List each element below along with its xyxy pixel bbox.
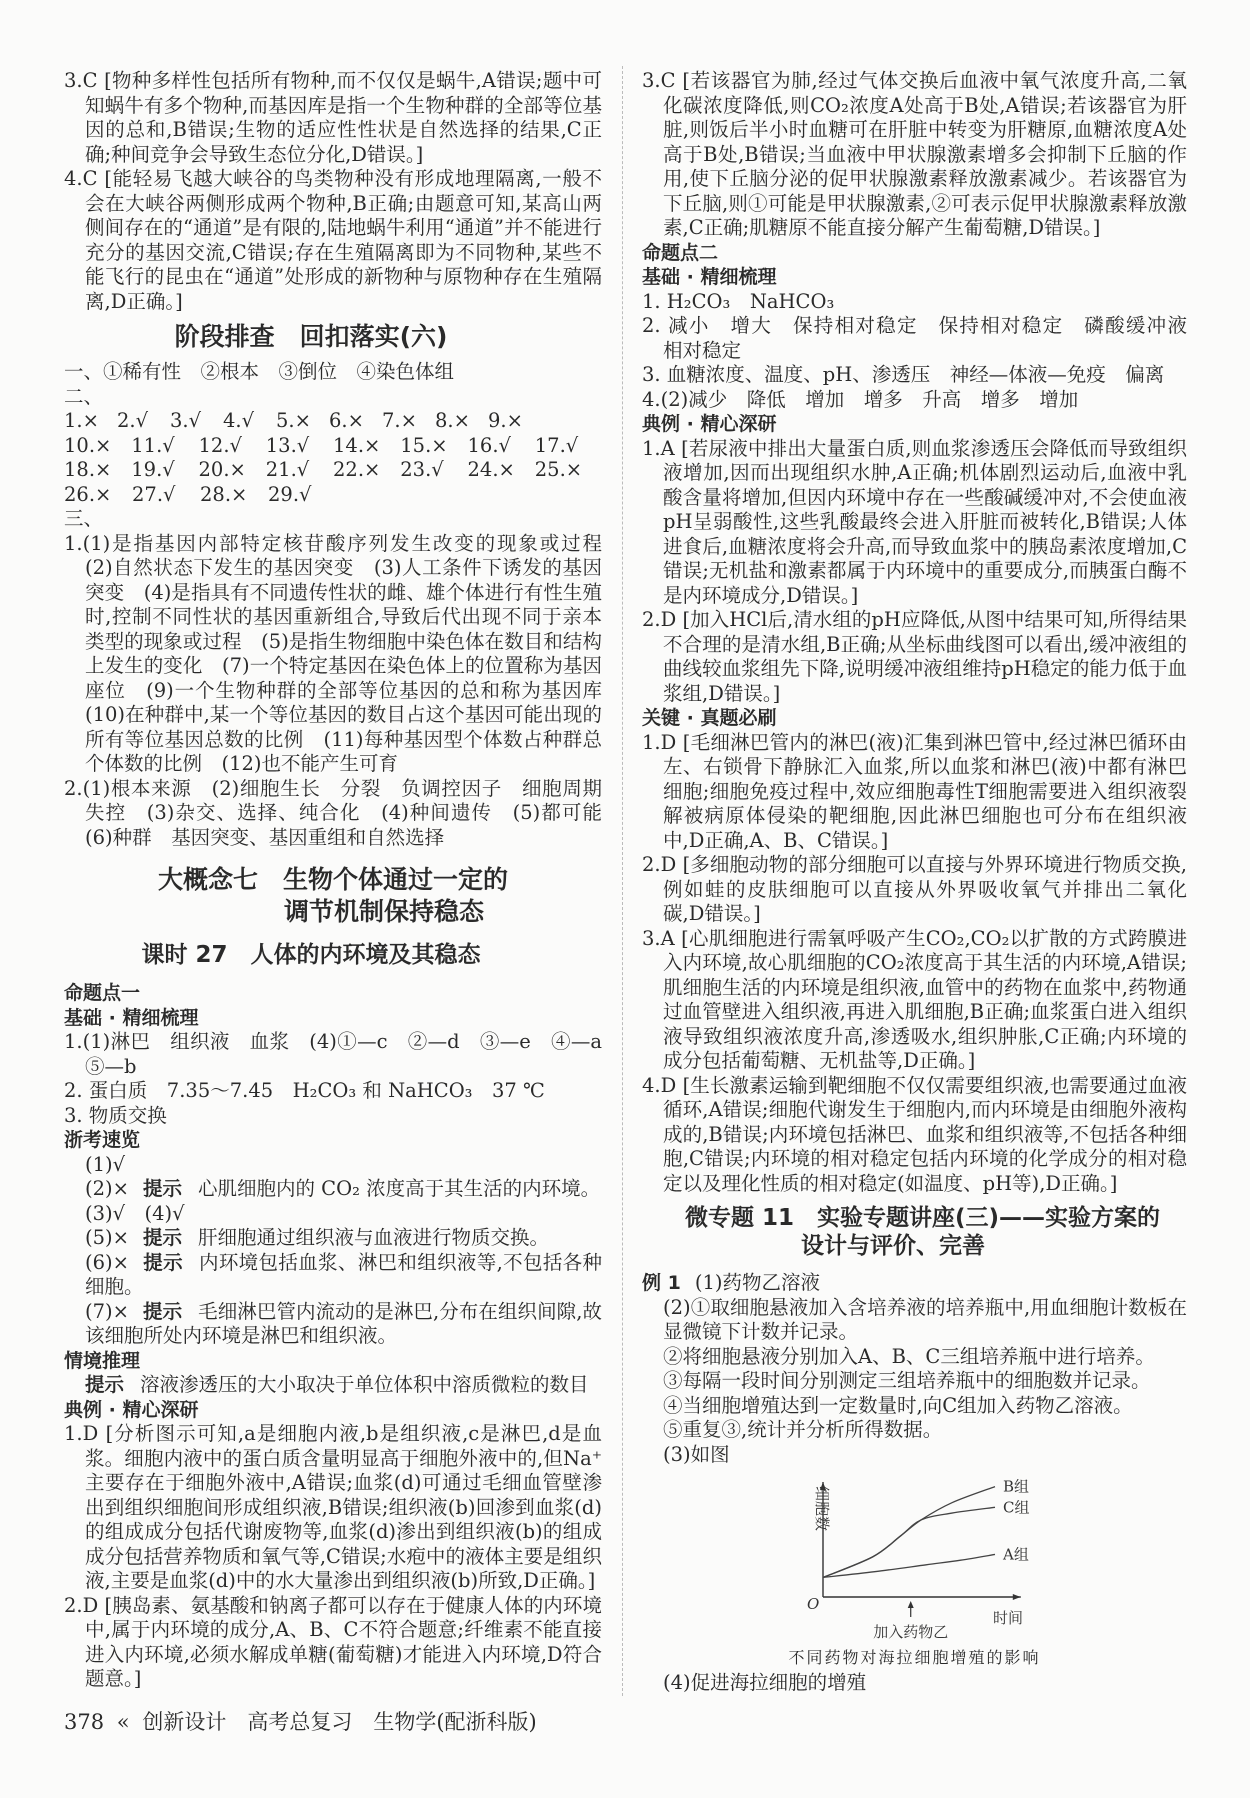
review-section [64,360,622,850]
drug-annotation: 加入药物乙 [873,1623,949,1641]
judgement-answer: 22.× [333,458,381,481]
answer-item: 3.C [物种多样性包括所有物种,而不仅仅是蜗牛,A错误;题中可知蜗牛有多个物种,而基因库是指一个生物种群的全部等位基因的总和,B错误;生物的适应性性状是自然选择的结果,C正确;种间竞争会导致生态位分化,D错误。] [64,69,602,166]
judgement-answer: 13.√ [265,433,310,457]
column-divider [622,66,623,1696]
judgement-answer: 9.× [488,409,523,432]
section-subheading: 关键 · 真题必刷 [642,707,777,729]
judgement-answer: 3.√ [170,409,202,432]
judgement-row [64,458,602,483]
chart-caption: 不同药物对海拉细胞增殖的影响 [788,1648,1041,1667]
example1-step: ④当细胞增殖达到一定数量时,向C组加入药物乙溶液。 [663,1393,1133,1417]
judgement-answer: 18.× [64,458,112,481]
judgement-answer: 17.√ [534,433,579,457]
quick-item: (1)√ [85,1152,126,1176]
part2-label: 二、 [64,384,104,408]
page-number: 378 [64,1710,105,1734]
left-lesson-answers [64,981,622,1692]
series-label: B组 [1003,1477,1030,1496]
answer-item: 1.A [若尿液中排出大量蛋白质,则血浆渗透压会降低而导致组织液增加,因而出现组织水肿,A正确;机体剧烈运动后,血液中乳酸含量将增加,但因内环境中存在一些酸碱缓冲对,不会使血液pH呈弱酸性,这些乳酸最终会进入肝脏而被转化,B错误;人体进食后,血糖浓度将会升高,而导致血浆中的胰岛素浓度增加,C错误;无机盐和激素都属于内环境中的重要成分,而胰蛋白酶不是内环境成分,D错误。] [642,436,1188,607]
example1-last: (4)促进海拉细胞的增殖 [663,1671,867,1694]
part3-label: 三、 [64,507,104,530]
quick-item: (7)× 提示 毛细淋巴管内流动的是淋巴,分布在组织间隙,故该细胞所处内环境是淋巴和组织液。 [85,1299,602,1347]
series-label: A组 [1003,1545,1029,1564]
section-subheading: 典例 · 精心深研 [64,1398,199,1421]
part3-item: 2.(1)根本来源 (2)细胞生长 分裂 负调控因子 细胞周期失控 (3)杂交、选择、纯合化 (4)种间遗传 (5)都可能 (6)种群 基因突变、基因重组和自然选择 [64,776,622,849]
basics-item: 1. H₂CO₃ NaHCO₃ [642,289,835,313]
answer-item: 3.A [心肌细胞进行需氧呼吸产生CO₂,CO₂以扩散的方式跨膜进入内环境,故心肌细胞的CO₂浓度高于其生活的内环境,A错误;肌细胞生活的内环境是组织液,血管中的药物在血浆中,药物通过血管壁进入组织液,再进入肌细胞,B正确;血浆蛋白进入组织液导致组织液浓度升高,渗透吸水,组织肿胀,C正确;内环境的成分包括葡萄糖、无机盐等,D正确。] [642,926,1187,1072]
topic-title-line2: 设计与评价、完善 [801,1233,985,1259]
quick-item: (6)× 提示 内环境包括血浆、淋巴和组织液等,不包括各种细胞。 [85,1250,602,1298]
right-answers [642,69,1207,1196]
judgement-answer: 26.× [64,482,112,506]
example1-step: (3)如图 [663,1442,730,1466]
judgement-answer: 16.√ [467,433,511,457]
judgement-answer: 20.× [198,458,246,481]
judgement-answer: 23.√ [400,458,444,481]
answer-item: 4.D [生长激素运输到靶细胞不仅仅需要组织液,也需要通过血液循环,A错误;细胞代谢发生于细胞内,而内环境是由细胞外液构成的,B错误;内环境包括淋巴、血浆和组织液等,不包括各种细胞,C错误;内环境的相对稳定包括内环境的化学成分的相对稳定以及理化性质的相对稳定(如温度、pH等),D正确。] [642,1073,1187,1195]
judgement-answer: 29.√ [268,482,312,506]
judgement-answer: 12.√ [198,433,242,457]
answer-item: 2.D [多细胞动物的部分细胞可以直接与外界环境进行物质交换,例如蛙的皮肤细胞可以直接从外界吸收氧气并排出二氧化碳,D错误。] [642,853,1187,925]
book-title: 创新设计 高考总复习 生物学(配浙科版) [142,1710,537,1734]
judgement-answer: 4.√ [223,409,255,432]
section-subheading: 典例 · 精心深研 [642,413,777,435]
answer-item: 1.D [分析图示可知,a是细胞内液,b是组织液,c是淋巴,d是血浆。细胞内液中的蛋白质含量明显高于细胞外液中的,但Na⁺主要存在于细胞外液中,A错误;血浆(d)可通过毛细血管壁渗出到组织细胞间形成组织液,B错误;组织液(b)回渗到血浆(d)的组成成分包括代谢废物等,血浆(d)渗出到组织液(b)的组成成分包括营养物质和氧气等,C错误;水疱中的液体主要是组织液,主要是血浆(d)中的水大量渗出到组织液(b)所致,D正确。] [64,1422,602,1592]
series-line-A组 [823,1554,995,1577]
concept-title-line2: 调节机制保持稳态 [284,897,485,926]
answer-item: 4.C [能轻易飞越大峡谷的鸟类物种没有形成地理隔离,一般不会在大峡谷两侧形成两个物种,B正确;由题意可知,某高山两侧间存在的“通道”是有限的,陆地蜗牛利用“通道”并不能进行充分的基因交流,C错误;存在生殖隔离即为不同物种,某些不能飞行的昆虫在“通道”处形成的新物种与原物种存在生殖隔离,D正确。] [64,167,603,313]
judgement-answer: 27.√ [132,482,176,506]
answer-item: 2.D [加入HCl后,清水组的pH应降低,从图中结果可知,所得结果不合理的是清水组,B正确;从坐标曲线图可以看出,缓冲液组的曲线较血浆组先下降,说明缓冲液组维持pH稳定的能力低于血浆组,D错误。] [642,608,1187,705]
origin-label: O [807,1595,820,1613]
judgement-answer: 2.√ [117,409,149,432]
example1-step: ②将细胞悬液分别加入A、B、C三组培养瓶中进行培养。 [663,1344,1155,1368]
quick-item: (2)× 提示 心肌细胞内的 CO₂ 浓度高于其生活的内环境。 [85,1177,601,1200]
quick-item: (5)× 提示 肝细胞通过组织液与血液进行物质交换。 [85,1226,549,1249]
series-line-B组 [823,1487,995,1578]
cell-growth-chart [770,1468,1050,1643]
part1-answers: 一、①稀有性 ②根本 ③倒位 ④染色体组 [64,360,455,383]
judgement-answer: 7.× [382,409,417,432]
judgement-row [64,409,602,434]
judgement-answer: 11.√ [131,433,175,457]
example1-step: ③每隔一段时间分别测定三组培养瓶中的细胞数并记录。 [663,1369,1151,1392]
judgement-answer: 15.× [400,433,448,457]
judgement-row [64,483,602,508]
y-axis-label: 细胞数 [813,1486,831,1532]
scenario-item: 提示 溶液渗透压的大小取决于单位体积中溶质微粒的数目 [85,1373,589,1396]
answer-item: 1.D [毛细淋巴管内的淋巴(液)汇集到淋巴管中,经过淋巴循环由左、右锁骨下静脉汇入血浆,所以血浆和淋巴(液)中都有淋巴细胞;细胞免疫过程中,效应细胞毒性T细胞需要进入组织液裂解被病原体侵染的靶细胞,因此淋巴细胞也可分布在组织液中,D正确,A、B、C错误。] [642,730,1187,852]
judgement-answer: 6.× [329,409,364,432]
section-heading: 命题点一 [64,982,141,1004]
topic-title: 微专题 11 实验专题讲座(三)——实验方案的 [685,1205,1161,1231]
judgement-answer: 5.× [276,409,311,432]
example1-answers [642,1271,1187,1467]
section-heading: 命题点二 [642,241,719,264]
x-axis-arrow [1013,1594,1021,1600]
section-subheading: 基础 · 精细梳理 [642,266,777,288]
answer-item: 2.D [胰岛素、氨基酸和钠离子都可以存在于健康人体的内环境中,属于内环境的成分,A、B、C不符合题意;纤维素不能直接进入内环境,必须水解成单糖(葡萄糖)才能进入内环境,D符合题意。] [64,1593,602,1690]
example1-step: (2)①取细胞悬液加入含培养液的培养瓶中,用血细胞计数板在显微镜下计数并记录。 [663,1295,1187,1343]
quick-item: (3)√ (4)√ [85,1201,185,1225]
review-title: 阶段排查 回扣落实(六) [174,322,448,351]
judgement-answer: 10.× [64,433,112,457]
part3-item: 1.(1)是指基因内部特定核苷酸序列发生改变的现象或过程 (2)自然状态下发生的基因突变 (3)人工条件下诱发的基因突变 (4)是指具有不同遗传性状的雌、雄个体进行有性生殖时,控制不同性状的基因重新组合,导致后代出现不同于亲本类型的现象或过程 (5)是指生物细胞中染色体在数目和结构上发生的变化 (7)一个特定基因在染色体上的位置称为基因座位 (9)一个生物种群的全部等位基因的总和称为基因库 (10)在种群中,某一个等位基因的数目占这个基因可能出现的所有等位基因总数的比例 (11)每种基因型个体数占种群总个体数的比例 (12)也不能产生可育 [64,531,622,775]
example1-first: 例 1 (1)药物乙溶液 [642,1271,820,1294]
section-subheading: 情境推理 [64,1349,141,1372]
judgement-answer: 24.× [467,458,515,481]
basics-item: 4.(2)减少 降低 增加 增多 升高 增多 增加 [642,387,1079,411]
left-intro-answers [64,69,602,314]
lesson-title: 课时 27 人体的内环境及其稳态 [141,942,481,968]
x-axis-label: 时间 [993,1609,1024,1627]
judgement-answer: 19.√ [131,458,175,481]
concept-title: 大概念七 生物个体通过一定的 [158,865,509,894]
judgement-answer: 1.× [64,409,99,432]
basics-item: 2. 蛋白质 7.35～7.45 H₂CO₃ 和 NaHCO₃ 37 ℃ [64,1079,545,1102]
judgement-answer: 21.√ [265,458,310,481]
section-subheading: 基础 · 精细梳理 [64,1006,199,1029]
page-footer [64,1706,537,1736]
basics-item: 1.(1)淋巴 组织液 血浆 (4)①—c ②—d ③—e ④—a ⑤—b [64,1030,622,1078]
example1-step: ⑤重复③,统计并分析所得数据。 [663,1418,943,1441]
judgement-row [64,434,602,459]
section-subheading: 浙考速览 [64,1129,141,1151]
basics-item: 2. 减小 增大 保持相对稳定 保持相对稳定 磷酸缓冲液 相对稳定 [642,314,1207,362]
judgement-answer: 8.× [435,409,470,432]
double-chevron-left-icon: « [116,1710,130,1734]
answer-item: 3.C [若该器官为肺,经过气体交换后血液中氧气浓度升高,二氧化碳浓度降低,则CO₂浓度A处高于B处,A错误;若该器官为肝脏,则饭后半小时血糖可在肝脏中转变为肝糖原,血糖浓度A处高于B处,B错误;当血液中甲状腺激素增多会抑制下丘脑的作用,使下丘脑分泌的促甲状腺激素释放激素减少。若该器官为下丘脑,则①可能是甲状腺激素,②可表示促甲状腺激素释放激素,C正确;肌糖原不能直接分解产生葡萄糖,D错误。] [642,69,1187,239]
judgement-answer: 14.× [333,433,381,457]
judgement-answer: 28.× [200,482,248,506]
basics-item: 3. 血糖浓度、温度、pH、渗透压 神经—体液—免疫 偏离 [642,363,1165,386]
basics-item: 3. 物质交换 [64,1103,167,1127]
drug-arrow-head [908,1601,914,1608]
judgement-answer: 25.× [534,458,583,481]
series-label: C组 [1003,1498,1030,1517]
